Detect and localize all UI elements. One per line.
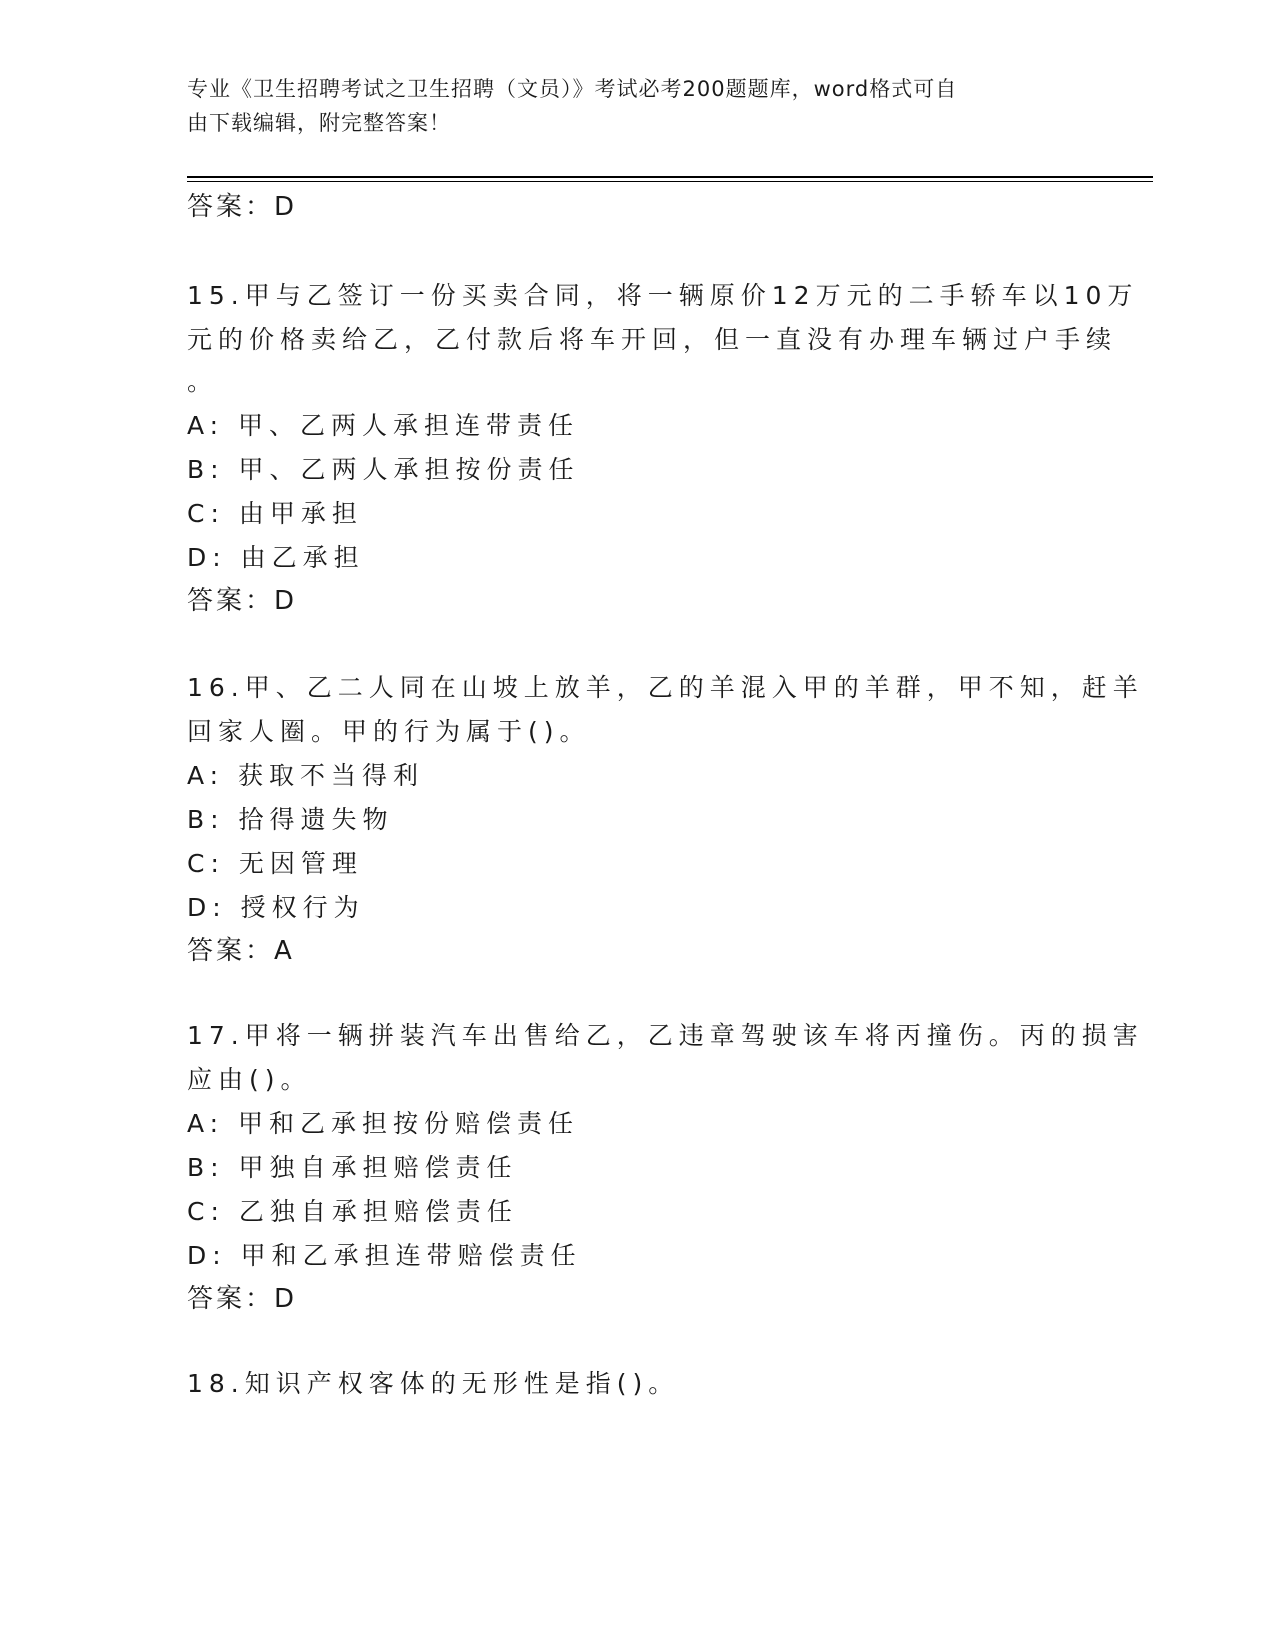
question-16-line-2: 回家人圈。甲的行为属于()。 xyxy=(187,717,591,746)
question-17-option-d: D: 甲和乙承担连带赔偿责任 xyxy=(187,1241,582,1270)
question-17-option-c: C: 乙独自承担赔偿责任 xyxy=(187,1197,518,1226)
question-17-answer: 答案：D xyxy=(187,1284,298,1314)
header-rule-thin xyxy=(187,181,1153,182)
question-17-line-1: 17.甲将一辆拼装汽车出售给乙，乙违章驾驶该车将丙撞伤。丙的损害 xyxy=(187,1021,1144,1050)
question-15-answer: 答案：D xyxy=(187,586,298,616)
question-18-line-1: 18.知识产权客体的无形性是指()。 xyxy=(187,1369,680,1398)
answer-line: 答案：D xyxy=(187,192,298,222)
question-16-line-1: 16.甲、乙二人同在山坡上放羊，乙的羊混入甲的羊群，甲不知，赶羊 xyxy=(187,673,1144,702)
question-15-line-3: 。 xyxy=(187,367,219,396)
question-17-option-a: A: 甲和乙承担按份赔偿责任 xyxy=(187,1109,580,1138)
question-16-option-d: D: 授权行为 xyxy=(187,893,365,922)
question-15-option-a: A: 甲、乙两人承担连带责任 xyxy=(187,411,580,440)
question-15-option-d: D: 由乙承担 xyxy=(187,543,365,572)
question-17-line-2: 应由()。 xyxy=(187,1065,312,1094)
question-16-option-b: B: 拾得遗失物 xyxy=(187,805,394,834)
header-line-2: 由下载编辑，附完整答案！ xyxy=(187,111,451,135)
header-line-1: 专业《卫生招聘考试之卫生招聘（文员）》考试必考200题题库，word格式可自 xyxy=(187,77,958,101)
question-15-line-2: 元的价格卖给乙，乙付款后将车开回，但一直没有办理车辆过户手续 xyxy=(187,325,1118,354)
question-15-line-1: 15.甲与乙签订一份买卖合同，将一辆原价12万元的二手轿车以10万 xyxy=(187,281,1139,310)
question-15-option-b: B: 甲、乙两人承担按份责任 xyxy=(187,455,580,484)
document-header xyxy=(187,72,1067,140)
question-16-answer: 答案：A xyxy=(187,936,295,966)
header-rule-thick xyxy=(187,176,1153,178)
question-16-option-a: A: 获取不当得利 xyxy=(187,761,425,790)
question-15-option-c: C: 由甲承担 xyxy=(187,499,363,528)
question-17-option-b: B: 甲独自承担赔偿责任 xyxy=(187,1153,518,1182)
question-16-option-c: C: 无因管理 xyxy=(187,849,363,878)
